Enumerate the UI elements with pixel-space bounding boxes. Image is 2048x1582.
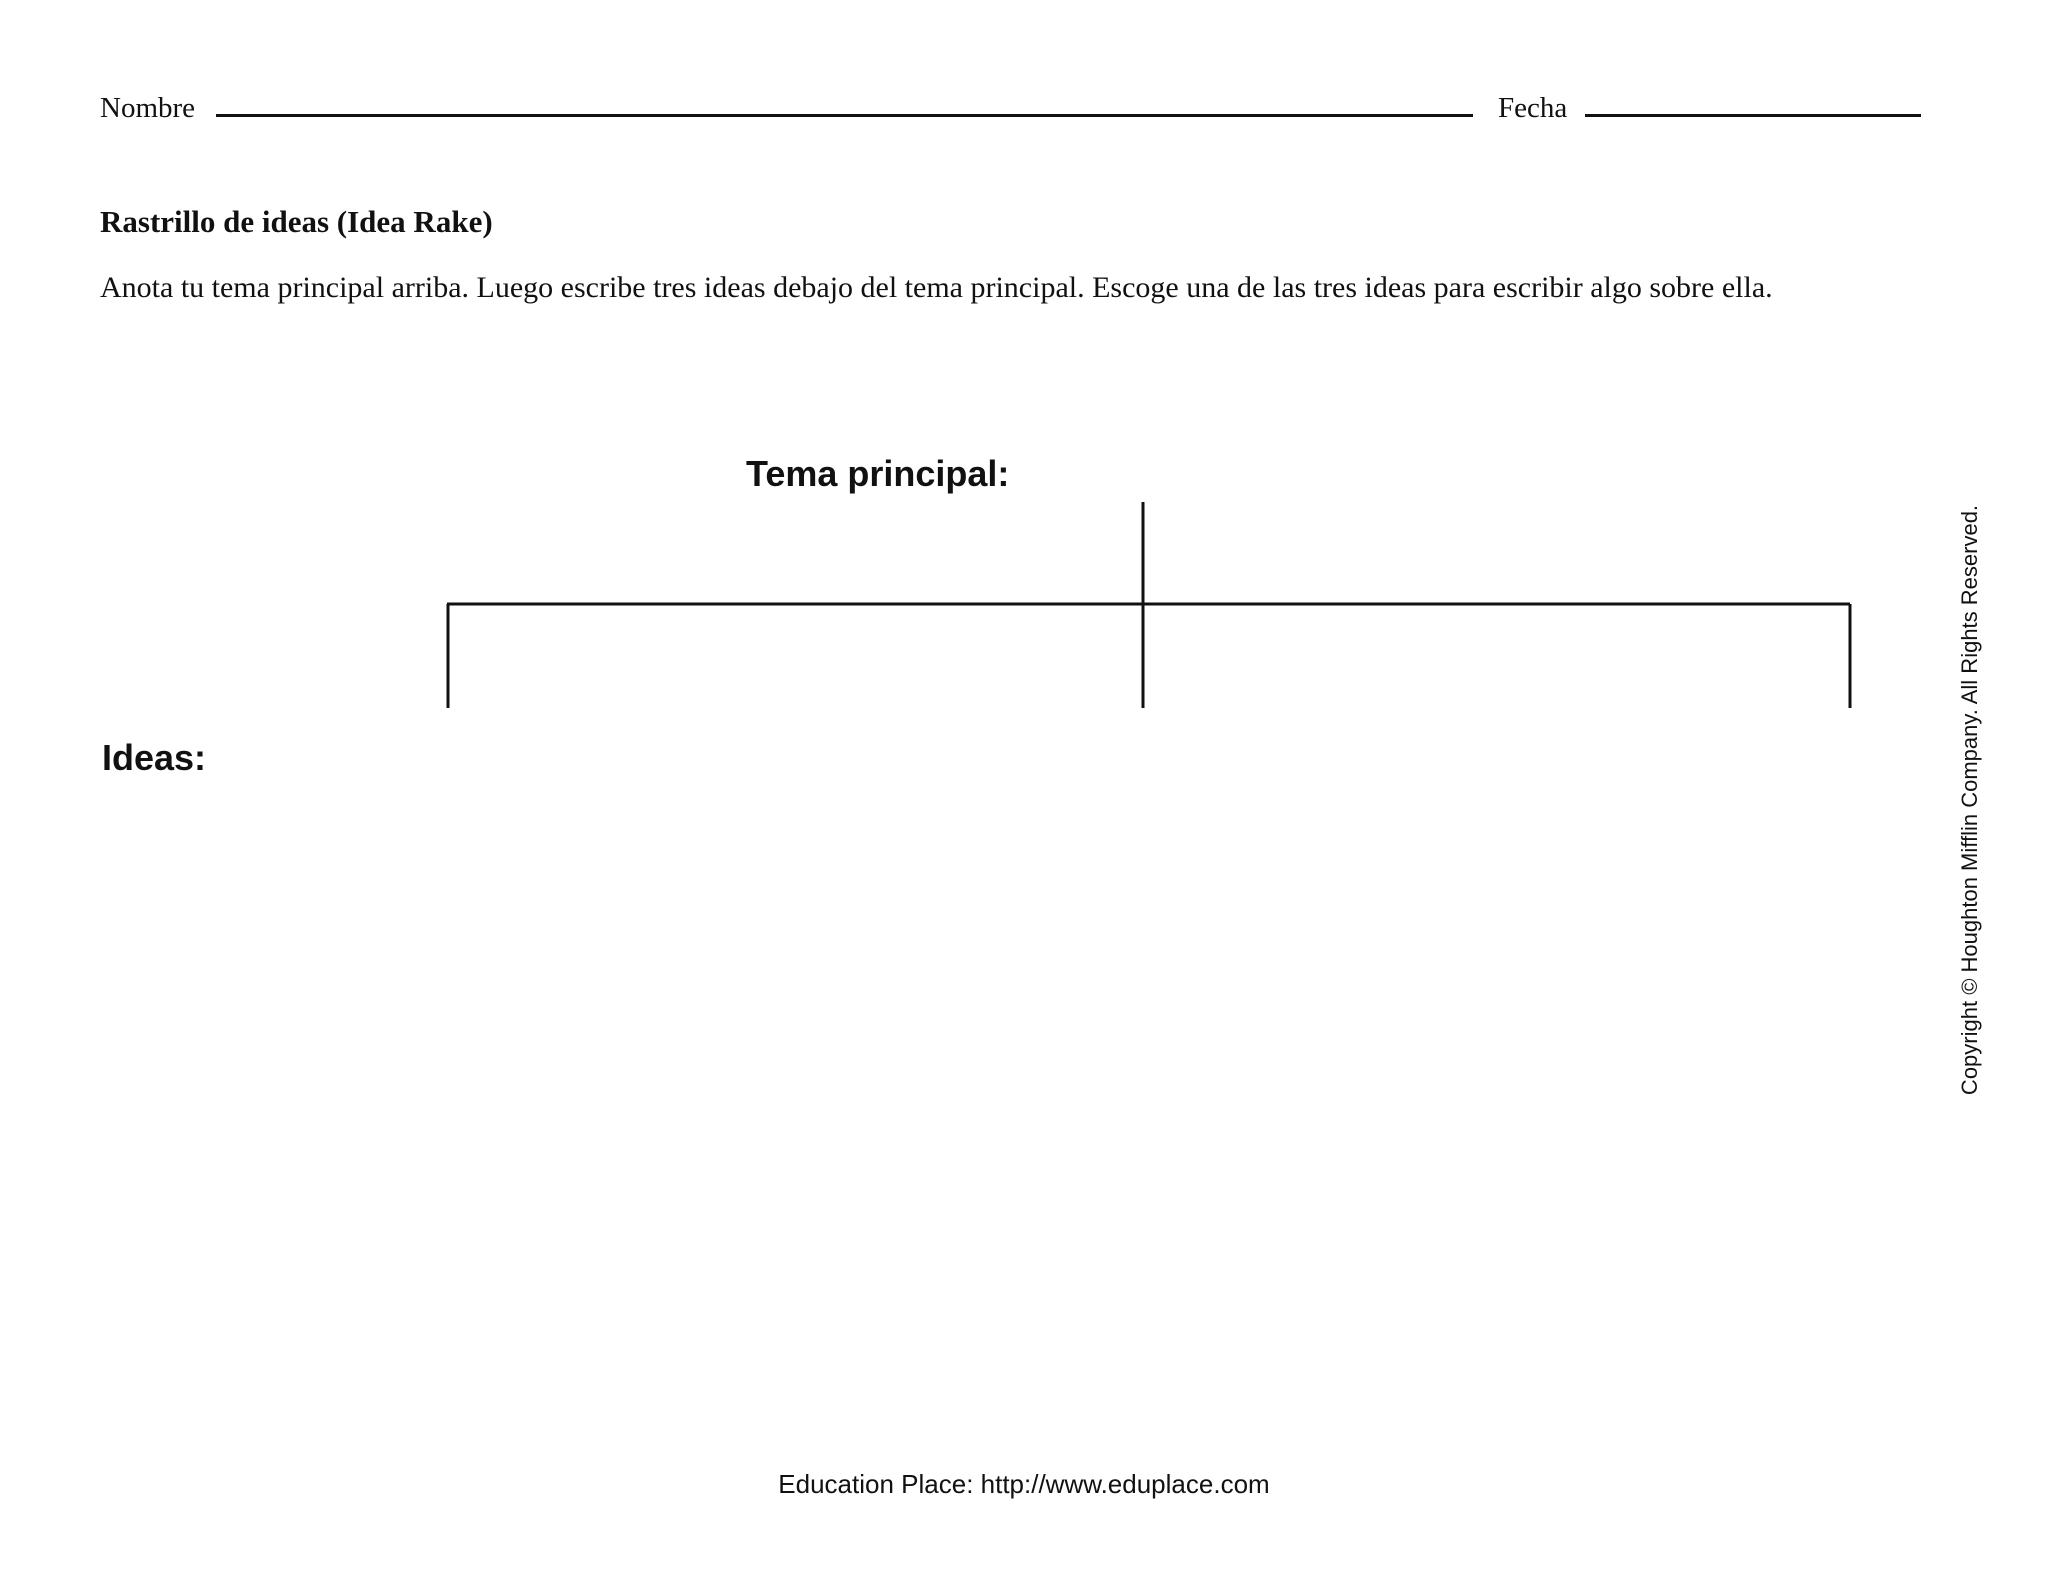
ideas-label: Ideas: [102, 737, 207, 778]
name-label: Nombre [100, 92, 196, 124]
copyright-notice: Copyright © Houghton Mifflin Company. All Rights Reserved. [1957, 504, 1982, 1096]
topic-label: Tema principal: [746, 453, 1010, 494]
date-blank-line [1585, 114, 1921, 117]
date-label: Fecha [1498, 92, 1568, 124]
footer-text: Education Place: http://www.eduplace.com [778, 1469, 1270, 1499]
name-blank-line [216, 114, 1473, 117]
worksheet-title: Rastrillo de ideas (Idea Rake) [100, 204, 493, 239]
instructions-text: Anota tu tema principal arriba. Luego escribe tres ideas debajo del tema principal. Escoge una de las tres ideas para escribir algo sobre ella. [100, 271, 1773, 304]
